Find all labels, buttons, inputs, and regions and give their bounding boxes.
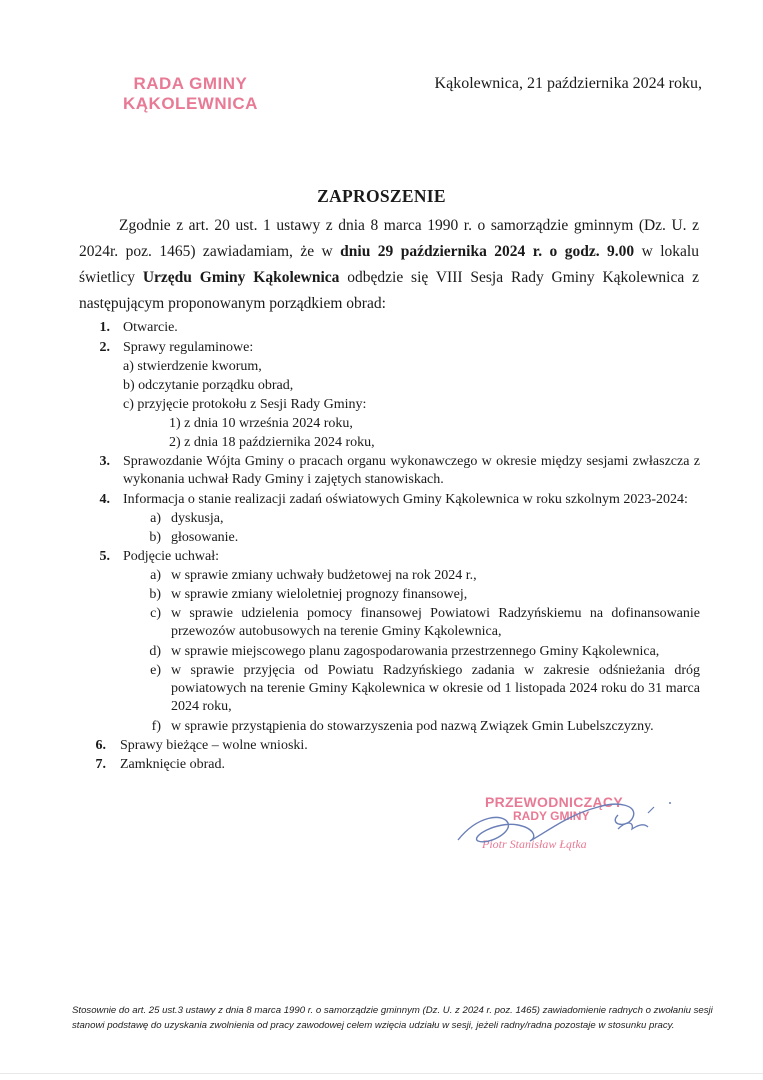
stamp-line-2: KĄKOLEWNICA xyxy=(123,94,258,113)
agenda-text: Otwarcie. xyxy=(123,320,178,335)
agenda-text: Informacja o stanie realizacji zadań oświatowych Gminy Kąkolewnica w roku szkolnym 2023-2024: xyxy=(123,492,688,507)
subitem-text: dyskusja, xyxy=(171,511,224,526)
agenda-number: 5. xyxy=(99,549,110,564)
agenda-text: Sprawozdanie Wójta Gminy o pracach organu wykonawczego w okresie między sesjami zwłaszcza z wykonania uchwał Rady Gminy i zajętych stanowiskach. xyxy=(123,454,700,487)
subitem-text: w sprawie zmiany uchwały budżetowej na rok 2024 r., xyxy=(171,568,477,583)
intro-text-3: odbędzie się VIII Sesja Rady Gminy Kąkolewnica z następującym proponowanym porządkiem obrad: xyxy=(79,269,699,312)
subitem-text: w sprawie miejscowego planu zagospodarowania przestrzennego Gminy Kąkolewnica, xyxy=(171,644,660,659)
agenda-subsubitem: 1) z dnia 10 września 2024 roku, xyxy=(169,416,353,431)
meeting-date: dniu 29 października 2024 r. o godz. 9.00 xyxy=(340,243,635,260)
agenda-number: 3. xyxy=(99,454,110,469)
subitem-letter: c) xyxy=(150,606,161,621)
subitem-text: w sprawie przyjęcia od Powiatu Radzyńskiego zadania w zakresie odśnieżania dróg powiatowych na terenie Gminy Kąkolewnica w okresie od 1 listopada 2024 roku do 31 marca 2024 roku, xyxy=(171,663,700,714)
agenda-subitem: b) odczytanie porządku obrad, xyxy=(123,378,294,393)
page-edge-line xyxy=(0,1073,763,1074)
agenda-number: 7. xyxy=(95,757,106,772)
subitem-text: głosowanie. xyxy=(171,530,239,545)
signature-stamp-name: Piotr Stanisław Łątka xyxy=(482,837,587,851)
intro-paragraph xyxy=(79,213,699,317)
agenda-text: Sprawy regulaminowe: xyxy=(123,340,254,355)
signature-stamp-title: PRZEWODNICZĄCY xyxy=(485,794,623,810)
agenda-text: Zamknięcie obrad. xyxy=(120,757,225,772)
subitem-letter: e) xyxy=(150,663,161,678)
agenda-number: 6. xyxy=(95,738,106,753)
agenda-subsubitem: 2) z dnia 18 października 2024 roku, xyxy=(169,435,375,450)
subitem-text: w sprawie przystąpienia do stowarzyszenia pod nazwą Związek Gmin Lubelszczyzny. xyxy=(171,719,654,734)
subitem-letter: b) xyxy=(149,530,161,545)
document-title: ZAPROSZENIE xyxy=(317,186,446,206)
agenda-text: Sprawy bieżące – wolne wnioski. xyxy=(120,738,308,753)
intro-text-2: w lokalu świetlicy xyxy=(79,243,699,286)
chairman-signature-block xyxy=(448,785,678,860)
signature-stamp-subtitle: RADY GMINY xyxy=(513,809,590,823)
subitem-letter: d) xyxy=(149,644,161,659)
agenda-number: 1. xyxy=(99,320,110,335)
subitem-text: w sprawie udzielenia pomocy finansowej Powiatowi Radzyńskiemu na dofinansowanie przewozów autobusowych na terenie Gminy Kąkolewnica, xyxy=(171,606,700,639)
subitem-text: w sprawie zmiany wieloletniej prognozy finansowej, xyxy=(171,587,468,602)
stamp-line-1: RADA GMINY xyxy=(133,74,248,93)
subitem-letter: b) xyxy=(149,587,161,602)
agenda-text: Podjęcie uchwał: xyxy=(123,549,220,564)
legal-footnote: Stosownie do art. 25 ust.3 ustawy z dnia 8 marca 1990 r. o samorządzie gminnym (Dz. U. z 2024 r. poz. 1465) zawiadomienie radnych o zwołaniu sesji stanowi podstawę do uzyskania zwolnienia od pracy zawodowej celem wzięcia udziału w sesji, jeżeli radny/radna pozostaje w stosunku pracy. xyxy=(72,1005,713,1031)
agenda-number: 4. xyxy=(99,492,110,507)
subitem-letter: a) xyxy=(150,511,161,526)
council-stamp xyxy=(123,74,258,114)
intro-text-1: Zgodnie z art. 20 ust. 1 ustawy z dnia 8 marca 1990 r. o samorządzie gminnym (Dz. U. z 2024r. poz. 1465) zawiadamiam, że w xyxy=(79,217,699,260)
agenda-subitem: c) przyjęcie protokołu z Sesji Rady Gminy: xyxy=(123,397,367,412)
subitem-letter: a) xyxy=(150,568,161,583)
handwritten-signature-icon xyxy=(448,785,678,860)
place-and-date: Kąkolewnica, 21 października 2024 roku, xyxy=(434,75,702,92)
agenda-number: 2. xyxy=(99,340,110,355)
subitem-letter: f) xyxy=(151,719,161,734)
agenda-subitem: a) stwierdzenie kworum, xyxy=(123,359,262,374)
meeting-venue: Urzędu Gminy Kąkolewnica xyxy=(142,269,340,286)
